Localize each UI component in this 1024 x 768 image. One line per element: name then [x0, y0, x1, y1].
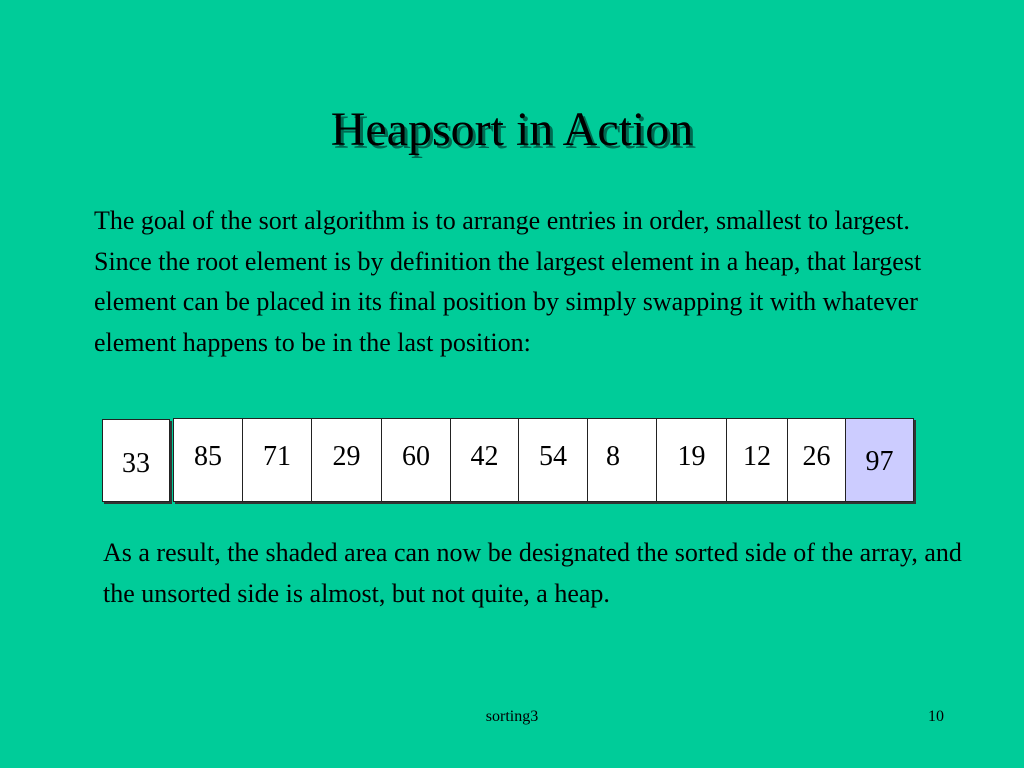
array-cell-value: 33 [122, 448, 150, 479]
array-cell [450, 418, 519, 502]
array-cell [518, 418, 588, 502]
array-cell-value: 54 [539, 441, 567, 472]
array-cell [726, 418, 788, 502]
array-cell-value: 60 [402, 441, 430, 472]
array-cell [311, 418, 382, 502]
array-cell-value: 12 [743, 441, 771, 472]
slide-number: 10 [928, 708, 944, 725]
array-cell [587, 418, 657, 502]
array-cell [173, 418, 243, 502]
array-cell-first [102, 419, 170, 502]
array-cell [656, 418, 727, 502]
array-cell-value: 97 [865, 446, 894, 477]
slide-title: Heapsort in Action [330, 103, 694, 156]
array-cell-value: 8 [606, 441, 620, 472]
array-cell [381, 418, 451, 502]
array-cell-value: 19 [677, 441, 706, 472]
array-cell-value: 85 [194, 441, 222, 472]
array-cell-value: 29 [332, 441, 361, 472]
array-cell [242, 418, 312, 502]
array-cell-shaded [845, 418, 914, 502]
array-cell-value: 26 [802, 441, 831, 472]
array-cell [787, 418, 846, 502]
footer-filename: sorting3 [485, 708, 539, 725]
result-paragraph: As a result, the shaded area can now be designated the sorted side of the array, and the unsorted side is almost, but not quite, a heap. [103, 538, 962, 608]
array-cell-value: 71 [263, 441, 291, 472]
intro-paragraph: The goal of the sort algorithm is to arrange entries in order, smallest to largest. Since the root element is by definition the largest element in a heap, that largest element can be placed in its final position by simply swapping it with whatever element happens to be in the last position: [94, 206, 922, 357]
array-cell-value: 42 [470, 441, 499, 472]
